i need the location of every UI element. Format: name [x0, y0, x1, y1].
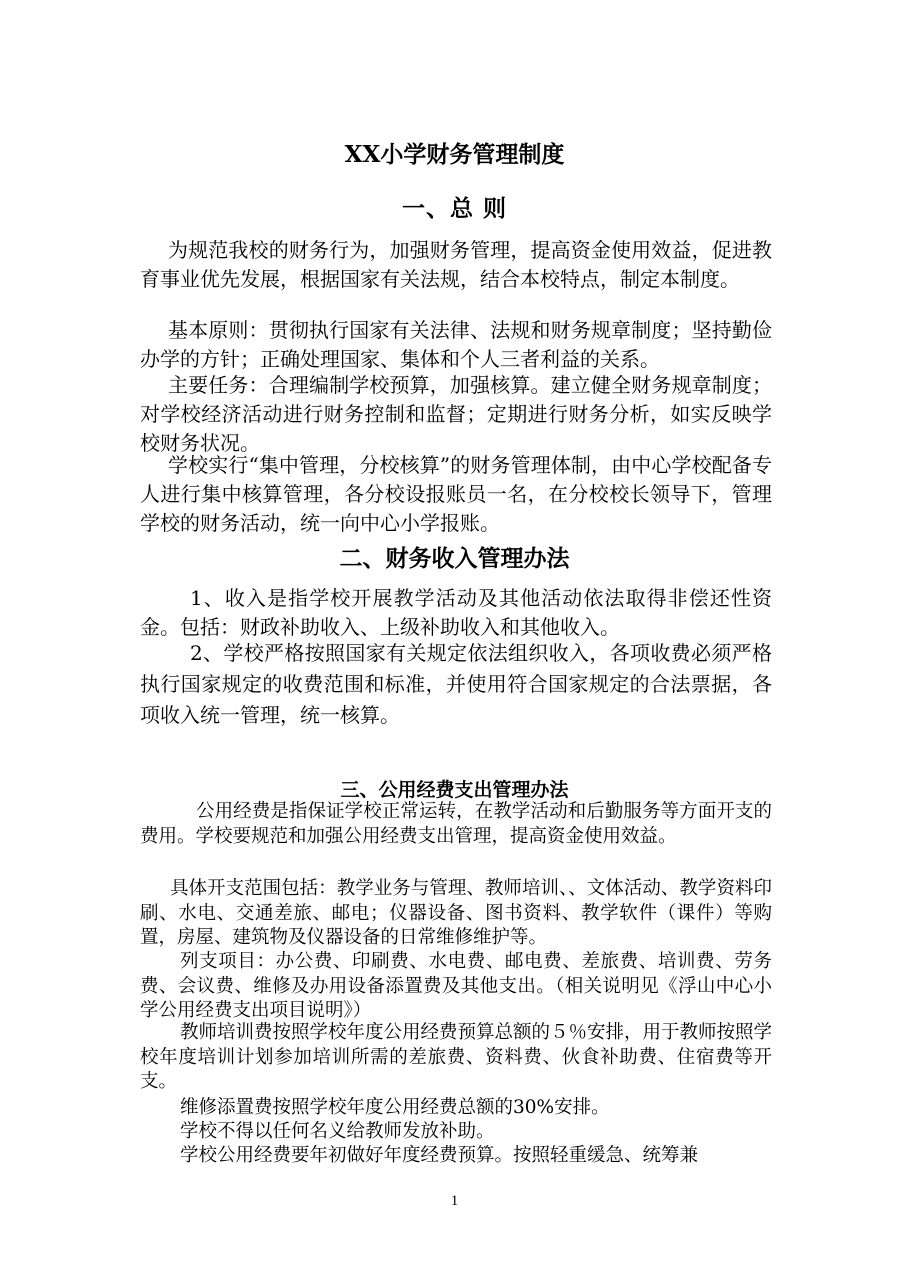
- paragraph: 2、学校严格按照国家有关规定依法组织收入，各项收费必须严格执行国家规定的收费范围和标准，并使用符合国家规定的合法票据，各项收入统一管理，统一核算。: [140, 641, 772, 727]
- paragraph: 为规范我校的财务行为，加强财务管理，提高资金使用效益，促进教育事业优先发展，根据国家有关法规，结合本校特点，制定本制度。: [140, 238, 772, 291]
- paragraph: 公用经费是指保证学校正常运转，在教学活动和后勤服务等方面开支的费用。学校要规范和加强公用经费支出管理，提高资金使用效益。: [140, 801, 772, 847]
- paragraph: 1、收入是指学校开展教学活动及其他活动依法取得非偿还性资金。包括：财政补助收入、上级补助收入和其他收入。: [140, 586, 772, 639]
- paragraph: 学校不得以任何名义给教师发放补助。: [180, 1121, 495, 1142]
- paragraph: 学校公用经费要年初做好年度经费预算。按照轻重缓急、统筹兼: [180, 1145, 699, 1166]
- document-title: XX小学财务管理制度: [344, 141, 565, 168]
- section-heading-expenditure: 三、公用经费支出管理办法: [340, 779, 569, 801]
- paragraph: 具体开支范围包括：教学业务与管理、教师培训、、文体活动、教学资料印刷、水电、交通差旅、邮电；仪器设备、图书资料、教学软件（课件）等购置，房屋、建筑物及仪器设备的日常维修维护等。: [140, 878, 772, 948]
- paragraph: 基本原则：贯彻执行国家有关法律、法规和财务规章制度；坚持勤俭办学的方针；正确处理国家、集体和个人三者利益的关系。: [140, 318, 772, 371]
- page-number: 1: [450, 1193, 459, 1209]
- paragraph: 维修添置费按照学校年度公用经费总额的30%安排。: [180, 1097, 610, 1118]
- section-heading-income: 二、财务收入管理办法: [339, 545, 570, 572]
- section-heading-general: 一、总 则: [401, 195, 507, 222]
- paragraph: 主要任务：合理编制学校预算，加强核算。建立健全财务规章制度；对学校经济活动进行财务控制和监督；定期进行财务分析，如实反映学校财务状况。: [140, 373, 772, 455]
- paragraph: 教师培训费按照学校年度公用经费预算总额的５％安排，用于教师按照学校年度培训计划参加培训所需的差旅费、资料费、伙食补助费、住宿费等开支。: [140, 1022, 773, 1092]
- paragraph: 学校实行“集中管理，分校核算”的财务管理体制，由中心学校配备专人进行集中核算管理，各分校设报账员一名，在分校校长领导下，管理学校的财务活动，统一向中心小学报账。: [140, 453, 772, 535]
- paragraph: 列支项目：办公费、印刷费、水电费、邮电费、差旅费、培训费、劳务费、会议费、维修及办用设备添置费及其他支出。（相关说明见《浮山中心小学公用经费支出项目说明》）: [140, 951, 772, 1021]
